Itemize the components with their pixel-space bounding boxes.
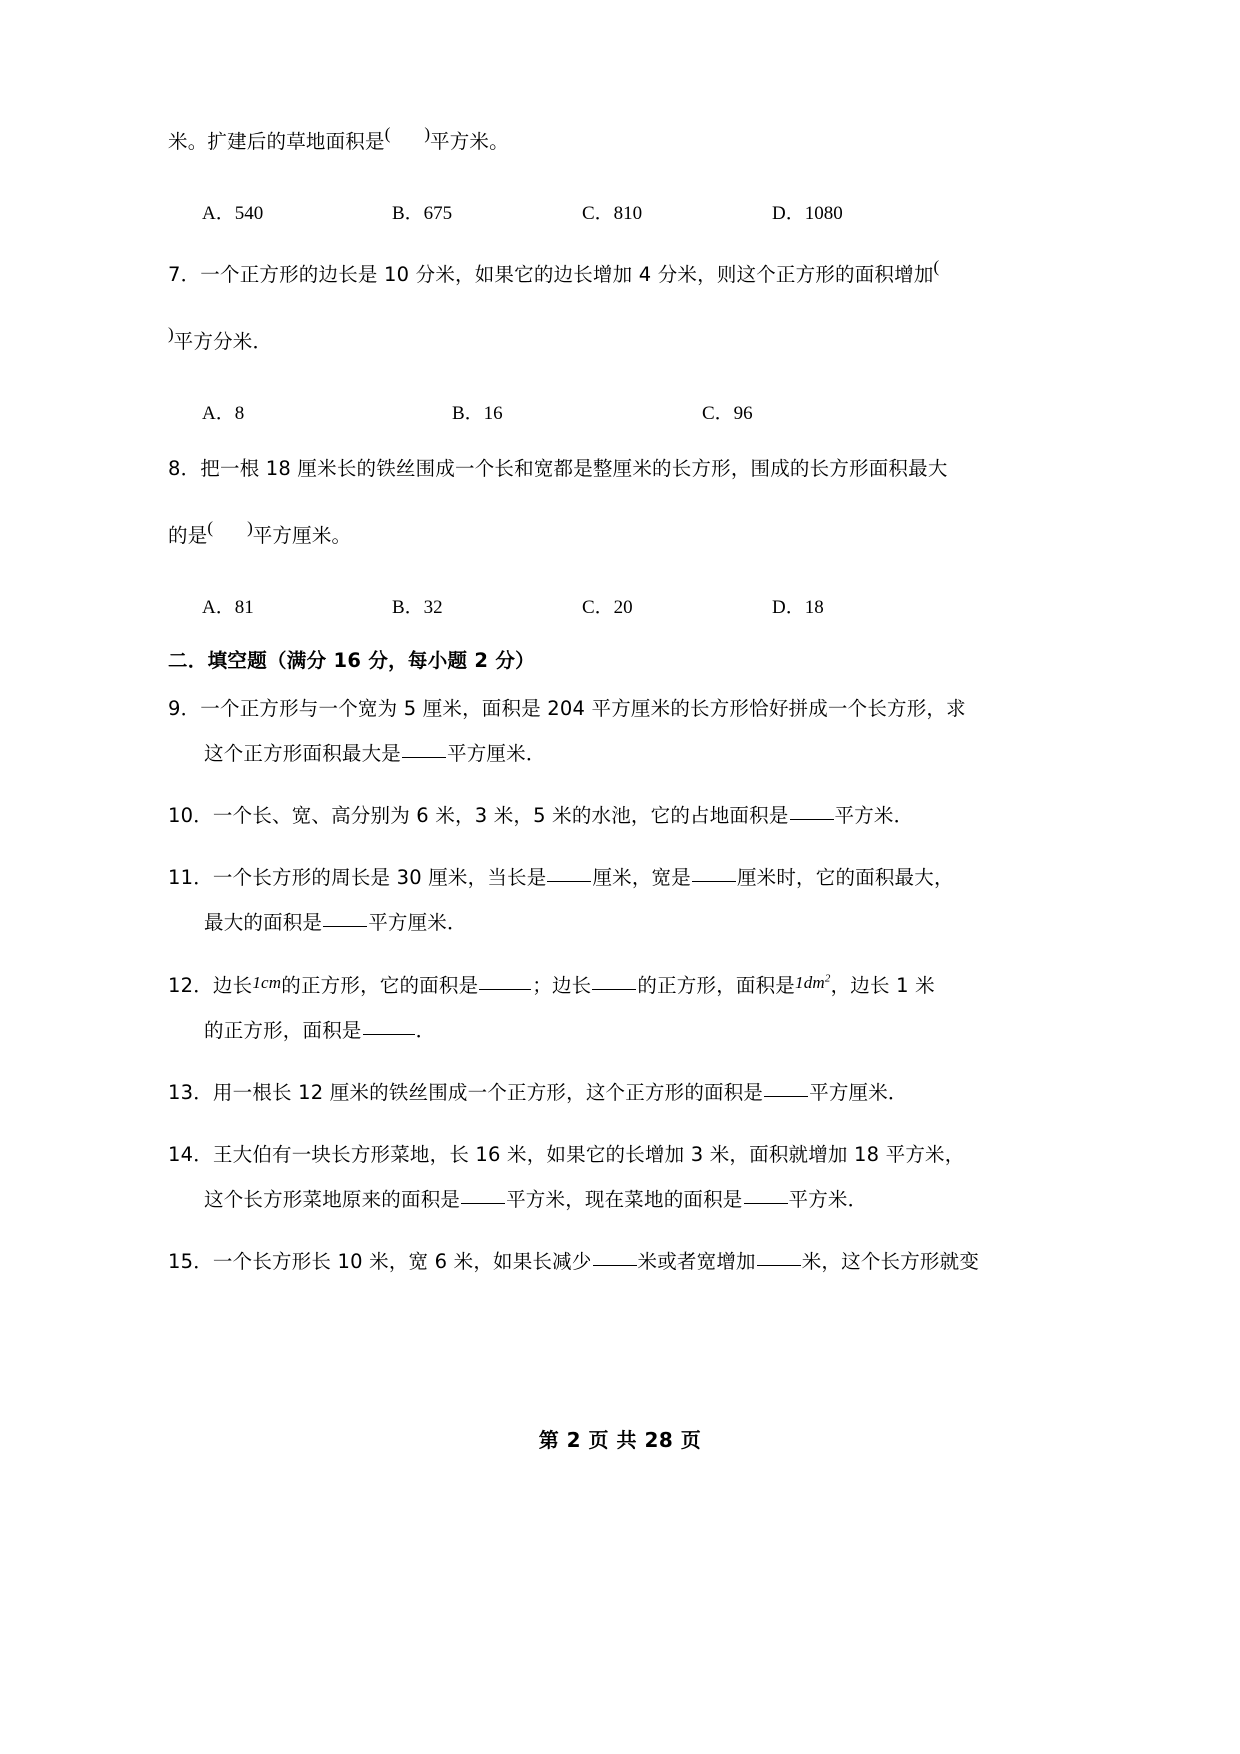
question-14-line-2 xyxy=(168,1184,1088,1216)
option-a[interactable]: A．8 xyxy=(202,402,245,424)
question-13-tail-text: 平方厘米． xyxy=(809,1080,908,1104)
spacer xyxy=(168,372,1088,398)
question-7-options xyxy=(168,398,1088,425)
question-14-text-a: 这个长方形菜地原来的面积是 xyxy=(204,1188,461,1212)
question-13-lead-text: 13．用一根长 12 厘米的铁丝围成一个正方形，这个正方形的面积是 xyxy=(168,1080,764,1104)
question-7-paren-open: ( xyxy=(933,256,940,276)
answer-blank-1[interactable] xyxy=(479,989,531,990)
question-12-text-1: 的正方形，它的面积是 xyxy=(281,973,479,997)
question-13 xyxy=(168,1077,1088,1109)
question-9-line-2 xyxy=(168,738,1088,770)
question-12-line-2 xyxy=(168,1015,1088,1047)
spacer xyxy=(168,304,1088,320)
question-9-lead-text: 这个正方形面积最大是 xyxy=(204,742,402,766)
option-b[interactable]: B．675 xyxy=(392,202,453,224)
answer-blank-current-area[interactable] xyxy=(744,1203,788,1204)
question-6-options xyxy=(168,198,1088,225)
answer-blank[interactable] xyxy=(790,819,834,820)
question-7-text: 7．一个正方形的边长是 10 分米，如果它的边长增加 4 分米，则这个正方形的面积增加 xyxy=(168,262,934,286)
answer-blank-area[interactable] xyxy=(323,926,367,927)
option-b[interactable]: B．16 xyxy=(452,402,503,424)
page-footer: 第 2 页 共 28 页 xyxy=(538,1428,702,1452)
question-8-options xyxy=(168,592,1088,619)
spacer xyxy=(168,437,1088,453)
question-11-text-c: 厘米时，它的面积最大， xyxy=(736,865,954,889)
question-15-text-a: 15．一个长方形长 10 米，宽 6 米，如果长减少 xyxy=(168,1249,592,1273)
question-9-line-1 xyxy=(168,693,1088,725)
question-8-line-1 xyxy=(168,453,1088,485)
spacer xyxy=(168,237,1088,253)
question-14-text-b: 平方米，现在菜地的面积是 xyxy=(506,1188,743,1212)
answer-blank-original-area[interactable] xyxy=(461,1203,505,1204)
spacer xyxy=(168,784,1088,800)
spacer xyxy=(168,846,1088,862)
math-unit-dm-squared: $1dm^2$ xyxy=(795,972,831,992)
question-12-lead-text-2: 的正方形，面积是 xyxy=(204,1019,362,1043)
answer-blank[interactable] xyxy=(764,1096,808,1097)
question-6-answer-paren: ( ) xyxy=(384,124,431,143)
question-10-tail-text: 平方米． xyxy=(834,804,914,828)
math-unit-cm: 1cm xyxy=(252,972,282,992)
question-7-tail-text: 平方分米． xyxy=(173,330,273,354)
question-11-lead-text: 最大的面积是 xyxy=(204,911,323,935)
question-14-line-1 xyxy=(168,1139,1088,1171)
question-7-paren-close: ) xyxy=(168,324,174,344)
question-14-text-c: 平方米． xyxy=(788,1188,868,1212)
question-8-lead-text: 的是 xyxy=(168,524,208,548)
question-12-line-1 xyxy=(168,969,1088,1002)
question-8-tail-text: 平方厘米。 xyxy=(252,524,352,548)
spacer xyxy=(168,1123,1088,1139)
question-10-lead-text: 10．一个长、宽、高分别为 6 米，3 米，5 米的水池，它的占地面积是 xyxy=(168,804,789,828)
spacer xyxy=(168,172,1088,198)
answer-blank-width-increase[interactable] xyxy=(757,1265,801,1266)
question-12-tail-text: ． xyxy=(415,1019,436,1043)
section-heading-fill-in-blanks: 二．填空题（满分 16 分，每小题 2 分） xyxy=(168,648,535,672)
question-15-text-c: 米，这个长方形就变 xyxy=(801,1249,980,1273)
answer-blank[interactable] xyxy=(402,757,446,758)
option-b[interactable]: B．32 xyxy=(392,596,443,618)
option-d[interactable]: D．1080 xyxy=(772,202,843,224)
option-a[interactable]: A．540 xyxy=(202,202,264,224)
page-content xyxy=(168,120,1088,1291)
spacer xyxy=(168,1230,1088,1246)
question-7-line-1 xyxy=(168,253,1088,291)
question-12-text-4: ，边长 1 米 xyxy=(830,973,935,997)
question-11-line-2 xyxy=(168,907,1088,939)
question-12-lead-text: 12．边长 xyxy=(168,973,253,997)
spacer xyxy=(168,498,1088,514)
option-d[interactable]: D．18 xyxy=(772,596,824,618)
spacer xyxy=(168,953,1088,969)
answer-blank-width[interactable] xyxy=(692,881,736,882)
option-c[interactable]: C．20 xyxy=(582,596,633,618)
question-11-tail-text: 平方厘米． xyxy=(368,911,467,935)
question-12-text-3: 的正方形，面积是 xyxy=(637,973,795,997)
option-c[interactable]: C．96 xyxy=(702,402,753,424)
question-11-text-a: 11．一个长方形的周长是 30 厘米，当长是 xyxy=(168,865,547,889)
question-8-answer-paren: ( ) xyxy=(207,518,253,538)
question-8-line-2 xyxy=(168,514,1088,552)
question-15-text-b: 米或者宽增加 xyxy=(637,1249,756,1273)
answer-blank-3[interactable] xyxy=(363,1034,415,1035)
question-10 xyxy=(168,800,1088,832)
question-7-line-2 xyxy=(168,320,1088,358)
option-c[interactable]: C．810 xyxy=(582,202,643,224)
answer-blank-length[interactable] xyxy=(547,881,591,882)
question-6-tail-text: 平方米。 xyxy=(430,130,509,153)
question-11-line-1 xyxy=(168,862,1088,894)
answer-blank-length-decrease[interactable] xyxy=(593,1265,637,1266)
answer-blank-2[interactable] xyxy=(592,989,636,990)
question-9-text: 9．一个正方形与一个宽为 5 厘米，面积是 204 平方厘米的长方形恰好拼成一个长方形，求 xyxy=(168,696,966,720)
question-8-text: 8．把一根 18 厘米长的铁丝围成一个长和宽都是整厘米的长方形，围成的长方形面积最大 xyxy=(168,456,948,480)
question-9-tail-text: 平方厘米． xyxy=(447,742,546,766)
question-14-text: 14．王大伯有一块长方形菜地，长 16 米，如果它的长增加 3 米，面积就增加 18 平方米， xyxy=(168,1142,965,1166)
option-a[interactable]: A．81 xyxy=(202,596,254,618)
question-6-lead-text: 米。扩建后的草地面积是 xyxy=(168,130,385,153)
spacer xyxy=(168,1061,1088,1077)
question-12-text-2: ；边长 xyxy=(532,973,592,997)
question-6-tail xyxy=(168,120,1088,158)
question-15-line-1 xyxy=(168,1246,1088,1278)
spacer xyxy=(168,566,1088,592)
question-11-text-b: 厘米，宽是 xyxy=(592,865,691,889)
